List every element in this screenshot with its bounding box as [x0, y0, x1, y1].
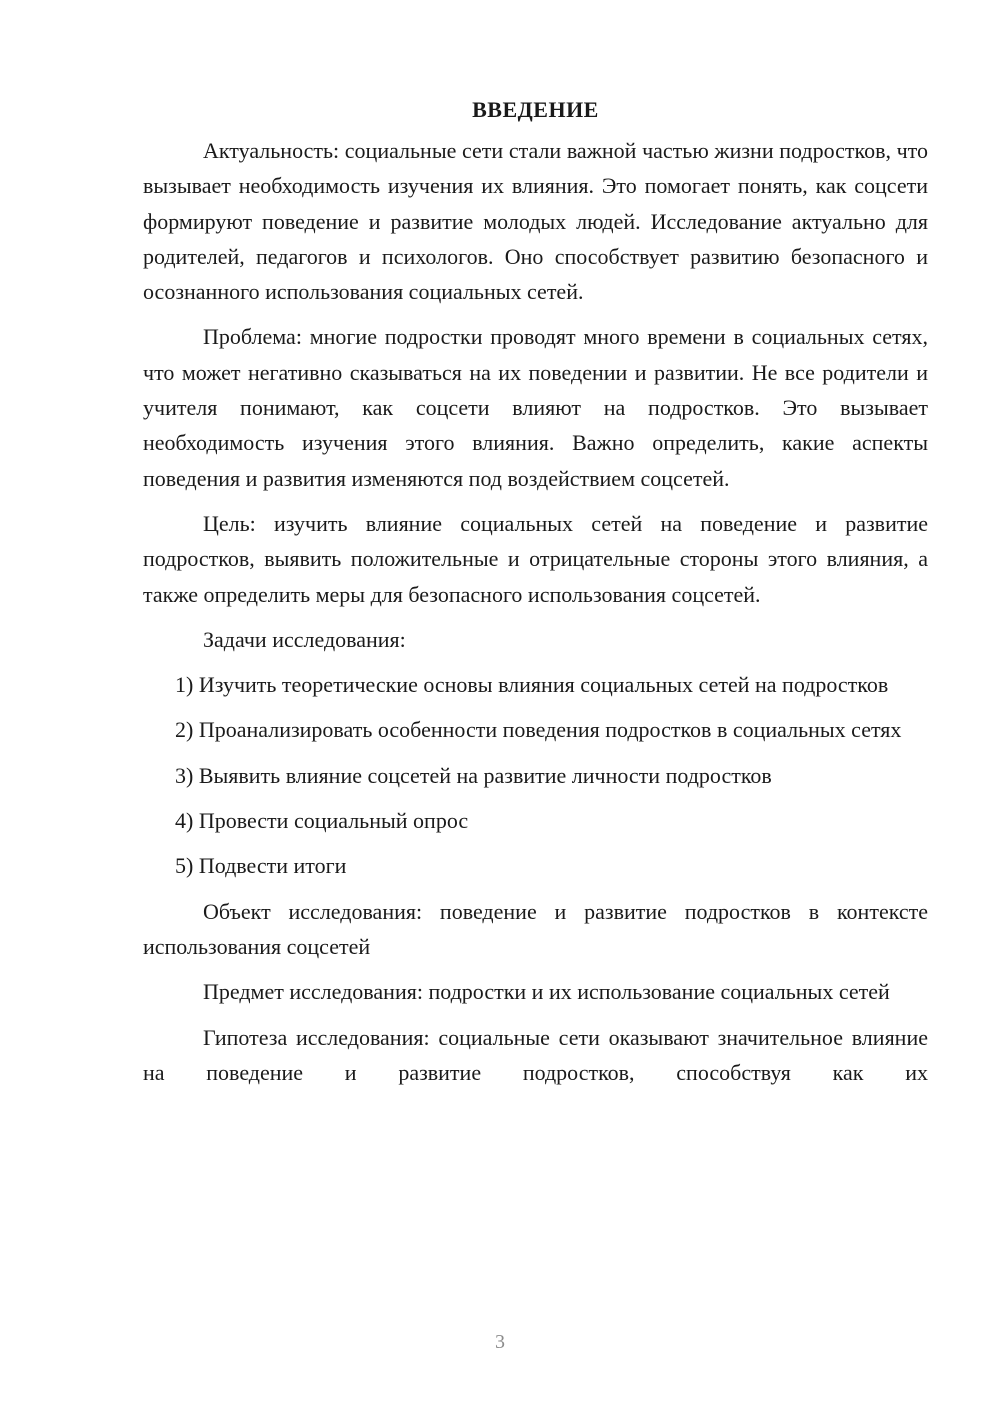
- task-item-4: 4) Провести социальный опрос: [175, 808, 469, 834]
- relevance-paragraph: Актуальность: социальные сети стали важной частью жизни подростков, что вызывает необходимость изучения их влияния. Это помогает понять, как соцсети формируют поведение и развитие молодых людей. Исследование актуально для родителей, педагогов и психологов. Оно способствует развитию безопасного и осознанного использования социальных сетей.: [143, 138, 928, 305]
- task-item-5: 5) Подвести итоги: [175, 853, 347, 879]
- tasks-heading: Задачи исследования:: [203, 626, 406, 652]
- object-paragraph: Объект исследования: поведение и развитие подростков в контексте использования соцсетей: [143, 898, 928, 959]
- task-item-1: 1) Изучить теоретические основы влияния социальных сетей на подростков: [175, 672, 889, 698]
- section-heading: ВВЕДЕНИЕ: [472, 97, 599, 122]
- tasks-list: [143, 667, 928, 883]
- task-item-3: 3) Выявить влияние соцсетей на развитие личности подростков: [175, 762, 772, 788]
- task-item-2: 2) Проанализировать особенности поведения подростков в социальных сетях: [175, 717, 902, 743]
- hypothesis-paragraph: Гипотеза исследования: социальные сети оказывают значительное влияние на поведение и развитие подростков, способствуя как их: [143, 1024, 928, 1085]
- page-number: 3: [495, 1331, 505, 1353]
- problem-paragraph: Проблема: многие подростки проводят много времени в социальных сетях, что может негативно сказываться на их поведении и развитии. Не все родители и учителя понимают, как соцсети влияют на подростков. Это вызывает необходимость изучения этого влияния. Важно определить, какие аспекты поведения и развития изменяются под воздействием соцсетей.: [143, 324, 928, 491]
- goal-paragraph: Цель: изучить влияние социальных сетей на поведение и развитие подростков, выявить положительные и отрицательные стороны этого влияния, а также определить меры для безопасного использования соцсетей.: [143, 510, 928, 607]
- page-body: [143, 94, 928, 1100]
- subject-paragraph: Предмет исследования: подростки и их использование социальных сетей: [203, 979, 890, 1005]
